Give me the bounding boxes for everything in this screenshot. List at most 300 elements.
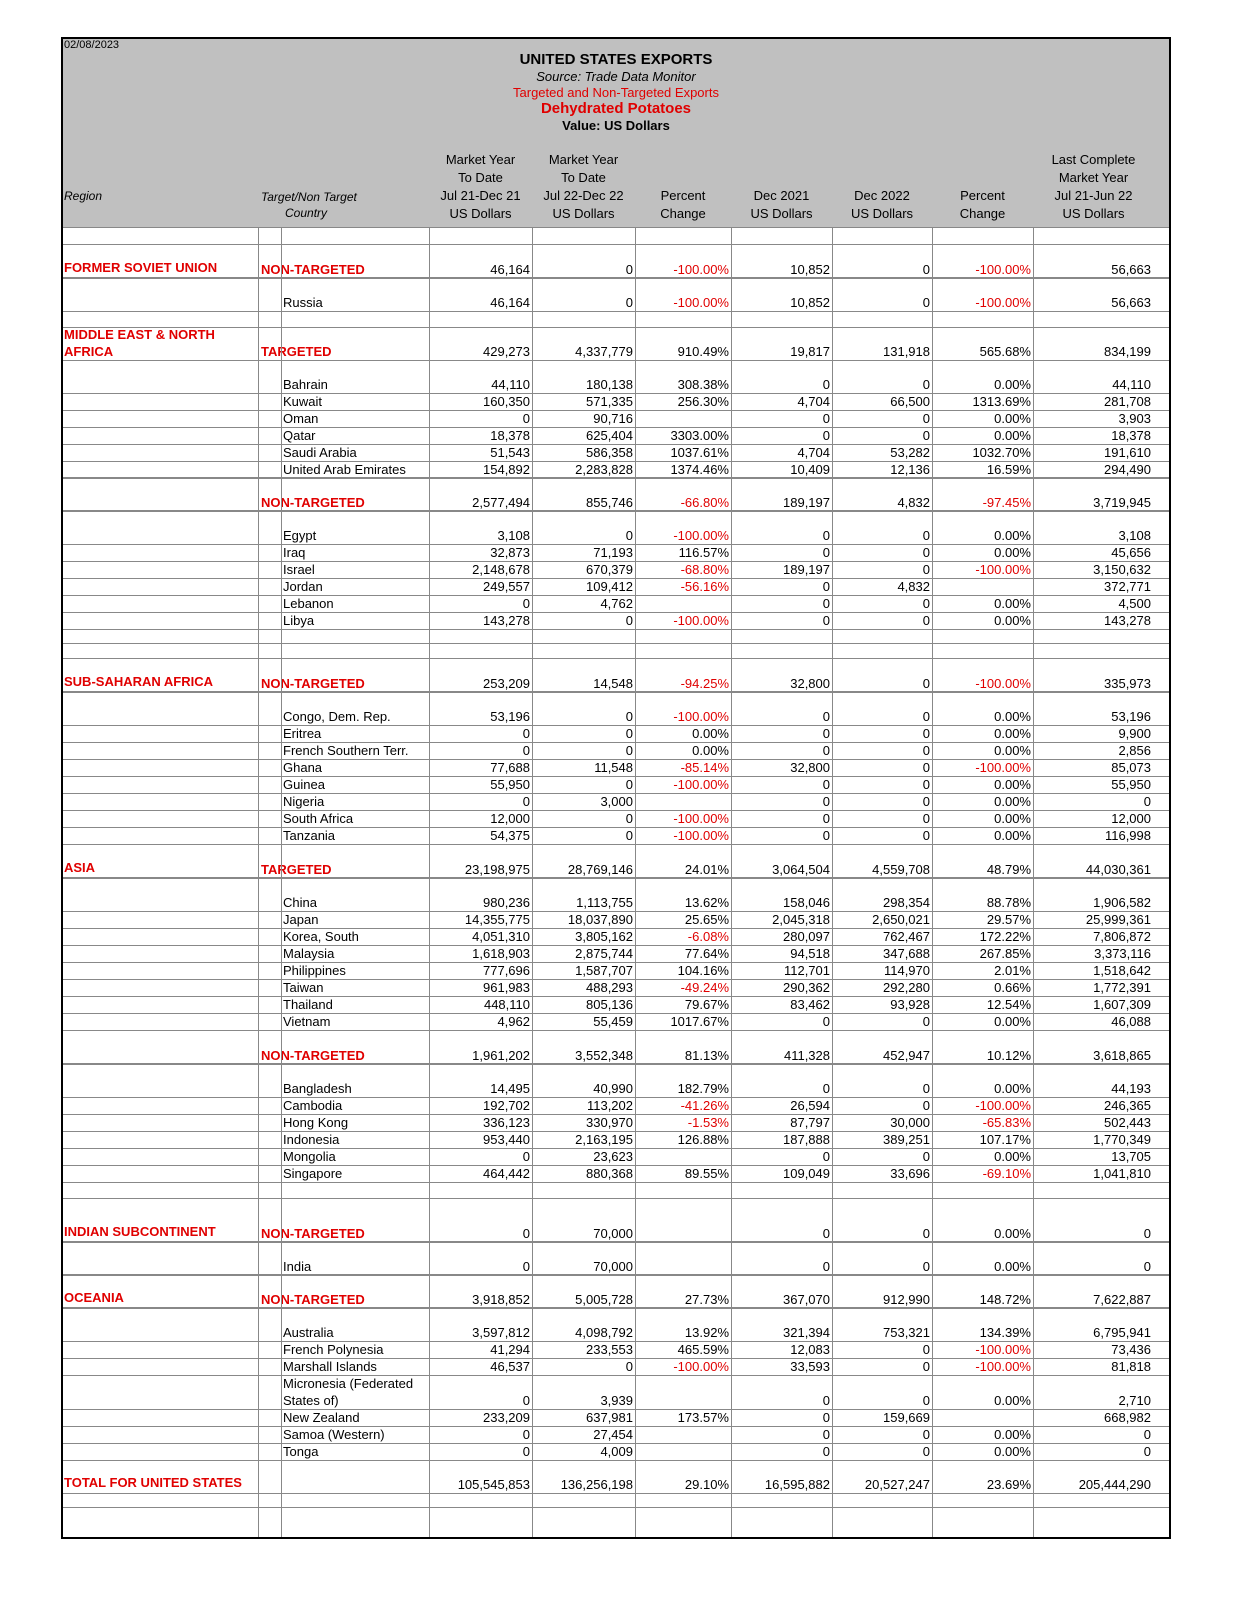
value-cell: 0 (522, 1259, 530, 1274)
value-cell: 0 (822, 1393, 830, 1408)
spacer-divider (63, 311, 1169, 312)
country-name: Micronesia (Federated States of) (283, 1376, 414, 1408)
country-name: French Polynesia (283, 1342, 384, 1357)
value-cell: 3,064,504 (772, 862, 830, 877)
region-label: SUB-SAHARAN AFRICA (64, 674, 214, 689)
country-name: Thailand (283, 997, 333, 1012)
value-cell: 189,197 (783, 495, 830, 510)
value-cell: 0 (625, 743, 633, 758)
value-cell: 46,164 (490, 295, 530, 310)
country-name: India (283, 1259, 312, 1274)
country-name: Tanzania (283, 828, 336, 843)
value-cell: 0.00% (994, 1014, 1031, 1029)
country-name: Australia (283, 1325, 334, 1340)
row-divider (63, 692, 1169, 693)
value-cell: 0.00% (692, 743, 729, 758)
value-cell: 0 (625, 811, 633, 826)
value-cell: 1,607,309 (1093, 997, 1151, 1012)
value-cell: 980,236 (483, 895, 530, 910)
spacer-divider (63, 244, 1169, 245)
value-cell: 805,136 (586, 997, 633, 1012)
value-cell: 0 (822, 579, 830, 594)
value-cell: 154,892 (483, 462, 530, 477)
value-cell: 148.72% (979, 1292, 1031, 1307)
col-header-mytd-22: Market Year To Date Jul 22-Dec 22 US Dollars (543, 152, 624, 221)
value-cell: 367,070 (783, 1292, 830, 1307)
country-name: Russia (283, 295, 323, 310)
value-cell: 46,088 (1111, 1014, 1151, 1029)
value-cell: 66,500 (890, 394, 930, 409)
value-cell: 0 (625, 709, 633, 724)
value-cell: 0 (822, 794, 830, 809)
value-cell: -49.24% (680, 980, 729, 995)
spacer-divider (63, 477, 1169, 478)
column-divider (281, 227, 282, 1537)
value-cell: 961,983 (483, 980, 530, 995)
value-cell: 0 (822, 1444, 830, 1459)
value-cell: 1,041,810 (1093, 1166, 1151, 1181)
country-name: Samoa (Western) (283, 1427, 385, 1442)
value-cell: 0.00% (994, 1259, 1031, 1274)
value-cell: 180,138 (586, 377, 633, 392)
value-cell: 79.67% (684, 997, 729, 1012)
country-name: Israel (283, 562, 315, 577)
value-cell: -85.14% (680, 760, 729, 775)
value-cell: 44,110 (1112, 377, 1151, 392)
value-cell: 16.59% (986, 462, 1031, 477)
value-cell: 488,293 (586, 980, 633, 995)
value-cell: 53,196 (1111, 709, 1151, 724)
value-cell: 4,832 (897, 495, 930, 510)
value-cell: 0 (822, 1259, 830, 1274)
value-cell: 53,196 (490, 709, 530, 724)
spacer-divider (63, 691, 1169, 692)
value-cell: 2,875,744 (575, 946, 633, 961)
value-cell: 0 (822, 613, 830, 628)
value-cell: 2,148,678 (472, 562, 530, 577)
value-cell: 10,852 (790, 262, 830, 277)
country-name: Oman (283, 411, 319, 426)
value-cell: 0 (922, 726, 930, 741)
value-cell: 112,701 (783, 963, 830, 978)
value-cell: 1,906,582 (1093, 895, 1151, 910)
value-cell: 502,443 (1104, 1115, 1151, 1130)
value-cell: 4,098,792 (575, 1325, 633, 1340)
value-cell: -69.10% (982, 1166, 1031, 1181)
country-name: Ghana (283, 760, 323, 775)
value-cell: 880,368 (586, 1166, 633, 1181)
value-cell: 71,193 (593, 545, 633, 560)
value-cell: 3,150,632 (1093, 562, 1151, 577)
value-cell: 3,903 (1118, 411, 1151, 426)
country-name: Hong Kong (283, 1115, 349, 1130)
value-cell: 159,669 (883, 1410, 930, 1425)
column-divider (532, 227, 533, 1537)
value-cell: 0 (922, 596, 930, 611)
value-cell: 172.22% (979, 929, 1031, 944)
country-name: Guinea (283, 777, 325, 792)
value-cell: 335,973 (1104, 676, 1151, 691)
value-cell: 281,708 (1104, 394, 1151, 409)
value-cell: 189,197 (783, 562, 830, 577)
value-cell: 0 (922, 428, 930, 443)
col-header-pct-1: Percent Change (660, 188, 706, 221)
value-cell: 1,587,707 (575, 963, 633, 978)
value-cell: 7,806,872 (1093, 929, 1151, 944)
value-cell: 20,527,247 (864, 1477, 930, 1492)
value-cell: 1037.61% (670, 445, 729, 460)
col-header-pct-2: Percent Change (959, 188, 1006, 221)
value-cell: 32,873 (490, 545, 530, 560)
country-name: French Southern Terr. (283, 743, 409, 758)
value-cell: 0 (522, 743, 530, 758)
value-cell: 0.00% (994, 726, 1031, 741)
value-cell: -100.00% (975, 676, 1031, 691)
spacer-divider (63, 1030, 1169, 1031)
value-cell: 13.62% (684, 895, 729, 910)
spacer-divider (63, 1274, 1169, 1275)
country-name: Kuwait (283, 394, 323, 409)
value-cell: 3,939 (600, 1393, 633, 1408)
region-label: INDIAN SUBCONTINENT (64, 1224, 216, 1239)
value-cell: 53,282 (890, 445, 930, 460)
value-cell: -94.25% (680, 676, 729, 691)
value-cell: 40,990 (593, 1081, 633, 1096)
value-cell: 85,073 (1111, 760, 1151, 775)
value-cell: 0 (822, 1149, 830, 1164)
value-cell: 83,462 (790, 997, 830, 1012)
value-cell: 0 (922, 709, 930, 724)
value-cell: 14,548 (593, 676, 633, 691)
country-name: Tonga (283, 1444, 319, 1459)
value-cell: 0.00% (994, 709, 1031, 724)
spacer-divider (63, 327, 1169, 328)
value-cell: 28,769,146 (567, 862, 633, 877)
value-cell: -100.00% (673, 295, 729, 310)
value-cell: 0.00% (994, 428, 1031, 443)
value-cell: 56,663 (1111, 295, 1151, 310)
value-cell: 0 (922, 1359, 930, 1374)
value-cell: 55,950 (490, 777, 530, 792)
row-divider (63, 878, 1169, 879)
value-cell: 107.17% (979, 1132, 1031, 1147)
value-cell: 0.66% (994, 980, 1031, 995)
value-cell: 762,467 (883, 929, 930, 944)
row-divider (63, 1275, 1169, 1276)
value-cell: 321,394 (783, 1325, 830, 1340)
row-divider (63, 629, 1169, 630)
value-cell: 4,704 (797, 394, 830, 409)
value-cell: 256.30% (677, 394, 729, 409)
country-name: Jordan (283, 579, 323, 594)
value-cell: 0.00% (994, 545, 1031, 560)
value-cell: -41.26% (680, 1098, 729, 1113)
value-cell: 105,545,853 (457, 1477, 530, 1492)
value-cell: 10,409 (790, 462, 830, 477)
value-cell: 0 (922, 676, 930, 691)
value-cell: 73,436 (1111, 1342, 1151, 1357)
region-label: FORMER SOVIET UNION (64, 260, 218, 275)
country-name: Taiwan (283, 980, 324, 995)
value-cell: 173.57% (677, 1410, 729, 1425)
value-cell: 452,947 (883, 1048, 930, 1063)
value-cell: 55,459 (593, 1014, 633, 1029)
region-label: TOTAL FOR UNITED STATES (64, 1475, 242, 1490)
spacer-divider (63, 1198, 1169, 1199)
value-cell: 13.92% (684, 1325, 729, 1340)
col-header-region: Region (64, 189, 103, 203)
row-divider (63, 478, 1169, 479)
value-cell: -100.00% (673, 811, 729, 826)
value-cell: -100.00% (673, 1359, 729, 1374)
value-cell: 6,795,941 (1093, 1325, 1151, 1340)
spacer-divider (63, 844, 1169, 845)
value-cell: 3,000 (600, 794, 633, 809)
value-cell: 23.69% (986, 1477, 1031, 1492)
value-cell: 668,982 (1104, 1410, 1151, 1425)
country-name: Malaysia (283, 946, 335, 961)
value-cell: 30,000 (890, 1115, 930, 1130)
value-cell: 2,650,021 (872, 912, 930, 927)
value-cell: 855,746 (586, 495, 633, 510)
value-cell: 0 (822, 1427, 830, 1442)
value-cell: 0 (625, 613, 633, 628)
value-cell: 0 (922, 760, 930, 775)
value-cell: 32,800 (790, 676, 830, 691)
value-cell: 0 (522, 1444, 530, 1459)
report-product: Dehydrated Potatoes (540, 100, 692, 117)
value-cell: 0 (922, 1259, 930, 1274)
value-cell: 3,552,348 (575, 1048, 633, 1063)
value-cell: 308.38% (677, 377, 729, 392)
value-cell: 637,981 (586, 1410, 633, 1425)
value-cell: 625,404 (586, 428, 633, 443)
value-cell: 4,009 (600, 1444, 633, 1459)
value-cell: 10.12% (986, 1048, 1031, 1063)
value-cell: 10,852 (790, 295, 830, 310)
country-name: Philippines (283, 963, 346, 978)
value-cell: 11,548 (594, 760, 633, 775)
value-cell: 70,000 (593, 1259, 633, 1274)
value-cell: 0 (625, 528, 633, 543)
value-cell: 0 (822, 777, 830, 792)
value-cell: 0 (822, 528, 830, 543)
row-divider (63, 511, 1169, 512)
value-cell: 205,444,290 (1078, 1477, 1151, 1492)
value-cell: -68.80% (680, 562, 729, 577)
value-cell: 3,108 (1118, 528, 1151, 543)
value-cell: 0 (625, 1359, 633, 1374)
value-cell: 0 (822, 709, 830, 724)
row-divider (63, 278, 1169, 279)
value-cell: 70,000 (593, 1226, 633, 1241)
value-cell: 0 (1143, 1444, 1151, 1459)
value-cell: 336,123 (483, 1115, 530, 1130)
value-cell: -100.00% (673, 709, 729, 724)
value-cell: 131,918 (883, 344, 930, 359)
col-header-dec-2022: Dec 2022 US Dollars (850, 188, 914, 221)
value-cell: 4,962 (497, 1014, 530, 1029)
country-name: Mongolia (283, 1149, 336, 1164)
value-cell: 12.54% (986, 997, 1031, 1012)
value-cell: 23,623 (593, 1149, 633, 1164)
value-cell: 0.00% (994, 1393, 1031, 1408)
value-cell: 464,442 (483, 1166, 530, 1181)
value-cell: 44,193 (1111, 1081, 1151, 1096)
value-cell: 94,518 (790, 946, 830, 961)
value-cell: 88.78% (986, 895, 1031, 910)
value-cell: 411,328 (783, 1048, 830, 1063)
value-cell: 2.01% (994, 963, 1031, 978)
value-cell: 0 (522, 1427, 530, 1442)
value-cell: 0 (522, 1226, 530, 1241)
value-cell: 18,037,890 (567, 912, 633, 927)
value-cell: 90,716 (593, 411, 633, 426)
country-name: Cambodia (283, 1098, 343, 1113)
row-divider (63, 1308, 1169, 1309)
region-label: OCEANIA (64, 1290, 124, 1305)
value-cell: 267.85% (979, 946, 1031, 961)
value-cell: 0 (1143, 1226, 1151, 1241)
value-cell: 0.00% (994, 596, 1031, 611)
value-cell: 0 (822, 1081, 830, 1096)
value-cell: 3303.00% (670, 428, 729, 443)
country-name: Vietnam (283, 1014, 331, 1029)
value-cell: 0 (922, 1226, 930, 1241)
value-cell: 571,335 (586, 394, 633, 409)
value-cell: 910.49% (677, 344, 729, 359)
spacer-divider (63, 1241, 1169, 1242)
region-label: ASIA (64, 860, 96, 875)
value-cell: 0 (922, 562, 930, 577)
country-name: Lebanon (283, 596, 334, 611)
value-cell: 0 (922, 528, 930, 543)
value-cell: 48.79% (986, 862, 1031, 877)
value-cell: 45,656 (1111, 545, 1151, 560)
value-cell: 5,005,728 (575, 1292, 633, 1307)
value-cell: -1.53% (687, 1115, 729, 1130)
value-cell: 0.00% (994, 377, 1031, 392)
value-cell: 192,702 (483, 1098, 530, 1113)
value-cell: 0 (822, 811, 830, 826)
report-header (63, 39, 1169, 227)
value-cell: 12,136 (890, 462, 930, 477)
value-cell: 290,362 (783, 980, 830, 995)
report-date: 02/08/2023 (64, 39, 120, 51)
value-cell: 753,321 (883, 1325, 930, 1340)
value-cell: 27,454 (593, 1427, 633, 1442)
value-cell: 4,704 (797, 445, 830, 460)
country-name: Japan (283, 912, 319, 927)
row-divider (63, 360, 1169, 361)
value-cell: 0.00% (994, 794, 1031, 809)
value-cell: 1032.70% (972, 445, 1031, 460)
value-cell: 2,283,828 (575, 462, 633, 477)
value-cell: 0 (822, 411, 830, 426)
value-cell: 253,209 (483, 676, 530, 691)
value-cell: 0 (522, 1149, 530, 1164)
value-cell: 233,209 (483, 1410, 530, 1425)
col-header-last-my: Last Complete Market Year Jul 21-Jun 22 US Dollars (1051, 152, 1136, 221)
value-cell: 912,990 (883, 1292, 930, 1307)
value-cell: 834,199 (1104, 344, 1151, 359)
country-name: Bangladesh (283, 1081, 352, 1096)
spacer-divider (63, 1507, 1169, 1508)
value-cell: 4,559,708 (872, 862, 930, 877)
value-cell: 0 (922, 743, 930, 758)
column-divider (429, 227, 430, 1537)
value-cell: 0 (625, 262, 633, 277)
value-cell: 0 (922, 1098, 930, 1113)
target-label: NON-TARGETED (261, 262, 365, 277)
value-cell: 136,256,198 (560, 1477, 633, 1492)
value-cell: 1,961,202 (472, 1048, 530, 1063)
value-cell: 0 (522, 596, 530, 611)
value-cell: 29.10% (684, 1477, 729, 1492)
value-cell: 3,108 (497, 528, 530, 543)
value-cell: 182.79% (677, 1081, 729, 1096)
value-cell: 0 (922, 1014, 930, 1029)
column-divider (832, 227, 833, 1537)
value-cell: 0 (1143, 794, 1151, 809)
value-cell: 280,097 (783, 929, 830, 944)
value-cell: 0 (822, 377, 830, 392)
value-cell: 586,358 (586, 445, 633, 460)
value-cell: 670,379 (586, 562, 633, 577)
value-cell: -100.00% (673, 528, 729, 543)
value-cell: 0.00% (994, 1226, 1031, 1241)
value-cell: 0 (922, 262, 930, 277)
value-cell: 0 (922, 613, 930, 628)
value-cell: 3,805,162 (575, 929, 633, 944)
value-cell: 3,918,852 (472, 1292, 530, 1307)
value-cell: -97.45% (982, 495, 1031, 510)
value-cell: 0 (625, 777, 633, 792)
value-cell: -100.00% (975, 262, 1031, 277)
value-cell: 1017.67% (670, 1014, 729, 1029)
country-name: Egypt (283, 528, 317, 543)
value-cell: -100.00% (975, 295, 1031, 310)
value-cell: 18,378 (490, 428, 530, 443)
value-cell: 0 (522, 1393, 530, 1408)
value-cell: 0 (922, 794, 930, 809)
value-cell: 104.16% (677, 963, 729, 978)
value-cell: -6.08% (687, 929, 729, 944)
value-cell: 81.13% (684, 1048, 729, 1063)
row-divider (63, 1064, 1169, 1065)
country-name: United Arab Emirates (283, 462, 406, 477)
value-cell: 81,818 (1111, 1359, 1151, 1374)
value-cell: 0.00% (994, 777, 1031, 792)
value-cell: 2,710 (1118, 1393, 1151, 1408)
column-divider (932, 227, 933, 1537)
value-cell: 23,198,975 (464, 862, 530, 877)
value-cell: 126.88% (677, 1132, 729, 1147)
country-name: Iraq (283, 545, 306, 560)
column-divider (1033, 227, 1034, 1537)
value-cell: 2,856 (1118, 743, 1151, 758)
col-header-target: Target/Non Target Country (261, 190, 357, 220)
value-cell: 0.00% (994, 1081, 1031, 1096)
value-cell: -100.00% (975, 562, 1031, 577)
value-cell: 1374.46% (670, 462, 729, 477)
value-cell: 0 (822, 428, 830, 443)
value-cell: 0 (922, 411, 930, 426)
value-cell: 29.57% (986, 912, 1031, 927)
value-cell: 0.00% (994, 411, 1031, 426)
value-cell: 2,163,195 (575, 1132, 633, 1147)
country-name: China (283, 895, 317, 910)
